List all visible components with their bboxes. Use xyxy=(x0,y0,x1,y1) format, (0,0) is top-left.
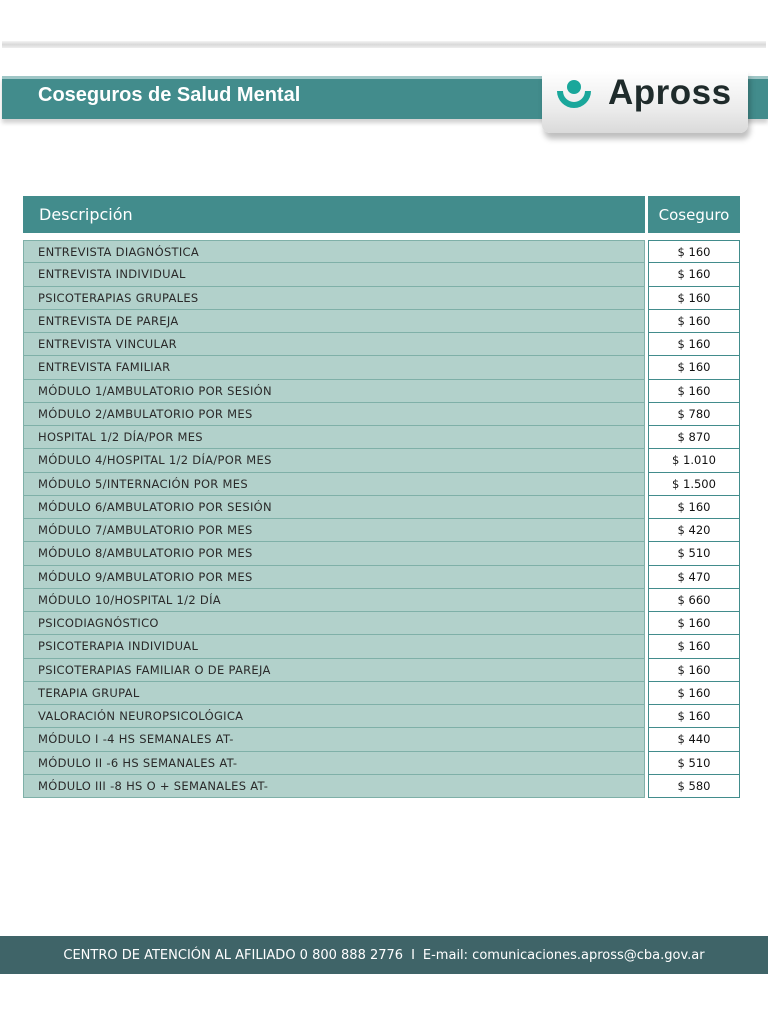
table-row xyxy=(23,612,740,635)
table-row xyxy=(23,519,740,542)
row-coseguro: $ 160 xyxy=(648,333,740,356)
table-row xyxy=(23,496,740,519)
table-row xyxy=(23,659,740,682)
table-row xyxy=(23,380,740,403)
row-description: HOSPITAL 1/2 DÍA/POR MES xyxy=(23,426,645,449)
row-description: PSICOTERAPIAS FAMILIAR O DE PAREJA xyxy=(23,659,645,682)
row-description: ENTREVISTA VINCULAR xyxy=(23,333,645,356)
row-description: VALORACIÓN NEUROPSICOLÓGICA xyxy=(23,705,645,728)
table-row xyxy=(23,752,740,775)
row-coseguro: $ 780 xyxy=(648,403,740,426)
row-description: MÓDULO III -8 HS O + SEMANALES AT- xyxy=(23,775,645,798)
row-description: MÓDULO 5/INTERNACIÓN POR MES xyxy=(23,473,645,496)
row-coseguro: $ 160 xyxy=(648,682,740,705)
table-row xyxy=(23,356,740,379)
row-coseguro: $ 160 xyxy=(648,263,740,286)
row-description: PSICOTERAPIA INDIVIDUAL xyxy=(23,635,645,658)
table-row xyxy=(23,240,740,263)
row-coseguro: $ 510 xyxy=(648,752,740,775)
table-row xyxy=(23,542,740,565)
row-description: MÓDULO II -6 HS SEMANALES AT- xyxy=(23,752,645,775)
table-row xyxy=(23,705,740,728)
row-description: MÓDULO 6/AMBULATORIO POR SESIÓN xyxy=(23,496,645,519)
brand-logo xyxy=(542,71,748,133)
column-header-description: Descripción xyxy=(23,196,645,233)
table-row xyxy=(23,449,740,472)
table-row xyxy=(23,775,740,798)
row-coseguro: $ 440 xyxy=(648,728,740,751)
row-description: ENTREVISTA DE PAREJA xyxy=(23,310,645,333)
footer-separator: I xyxy=(411,947,415,963)
table-row xyxy=(23,426,740,449)
row-coseguro: $ 1.500 xyxy=(648,473,740,496)
row-coseguro: $ 510 xyxy=(648,542,740,565)
row-coseguro: $ 660 xyxy=(648,589,740,612)
row-coseguro: $ 470 xyxy=(648,566,740,589)
row-coseguro: $ 160 xyxy=(648,287,740,310)
row-description: ENTREVISTA FAMILIAR xyxy=(23,356,645,379)
table-row xyxy=(23,473,740,496)
apross-logo-icon xyxy=(554,76,594,116)
row-description: PSICODIAGNÓSTICO xyxy=(23,612,645,635)
table-row xyxy=(23,566,740,589)
row-description: MÓDULO 2/AMBULATORIO POR MES xyxy=(23,403,645,426)
table-row xyxy=(23,333,740,356)
row-description: MÓDULO 4/HOSPITAL 1/2 DÍA/POR MES xyxy=(23,449,645,472)
row-coseguro: $ 160 xyxy=(648,240,740,263)
footer-bar xyxy=(0,936,768,974)
row-coseguro: $ 160 xyxy=(648,310,740,333)
row-description: MÓDULO I -4 HS SEMANALES AT- xyxy=(23,728,645,751)
row-description: ENTREVISTA DIAGNÓSTICA xyxy=(23,240,645,263)
row-coseguro: $ 160 xyxy=(648,612,740,635)
footer-email: E-mail: comunicaciones.apross@cba.gov.ar xyxy=(422,947,705,963)
table-row xyxy=(23,635,740,658)
row-description: TERAPIA GRUPAL xyxy=(23,682,645,705)
page-title: Coseguros de Salud Mental xyxy=(38,84,301,106)
row-coseguro: $ 870 xyxy=(648,426,740,449)
row-description: MÓDULO 1/AMBULATORIO POR SESIÓN xyxy=(23,380,645,403)
row-coseguro: $ 160 xyxy=(648,496,740,519)
table-row xyxy=(23,310,740,333)
top-divider xyxy=(2,41,766,48)
table-row xyxy=(23,682,740,705)
table-row xyxy=(23,728,740,751)
row-coseguro: $ 1.010 xyxy=(648,449,740,472)
brand-name: Apross xyxy=(608,73,732,112)
row-coseguro: $ 160 xyxy=(648,635,740,658)
row-coseguro: $ 160 xyxy=(648,380,740,403)
row-description: MÓDULO 10/HOSPITAL 1/2 DÍA xyxy=(23,589,645,612)
row-coseguro: $ 580 xyxy=(648,775,740,798)
column-header-coseguro: Coseguro xyxy=(648,196,740,233)
table-row xyxy=(23,287,740,310)
coseguros-table xyxy=(23,240,740,798)
row-coseguro: $ 160 xyxy=(648,659,740,682)
row-coseguro: $ 160 xyxy=(648,705,740,728)
table-row xyxy=(23,589,740,612)
row-description: MÓDULO 7/AMBULATORIO POR MES xyxy=(23,519,645,542)
row-coseguro: $ 420 xyxy=(648,519,740,542)
row-coseguro: $ 160 xyxy=(648,356,740,379)
row-description: MÓDULO 8/AMBULATORIO POR MES xyxy=(23,542,645,565)
table-row xyxy=(23,263,740,286)
footer-contact: CENTRO DE ATENCIÓN AL AFILIADO 0 800 888 2776 xyxy=(63,947,404,963)
row-description: PSICOTERAPIAS GRUPALES xyxy=(23,287,645,310)
row-description: MÓDULO 9/AMBULATORIO POR MES xyxy=(23,566,645,589)
table-row xyxy=(23,403,740,426)
row-description: ENTREVISTA INDIVIDUAL xyxy=(23,263,645,286)
